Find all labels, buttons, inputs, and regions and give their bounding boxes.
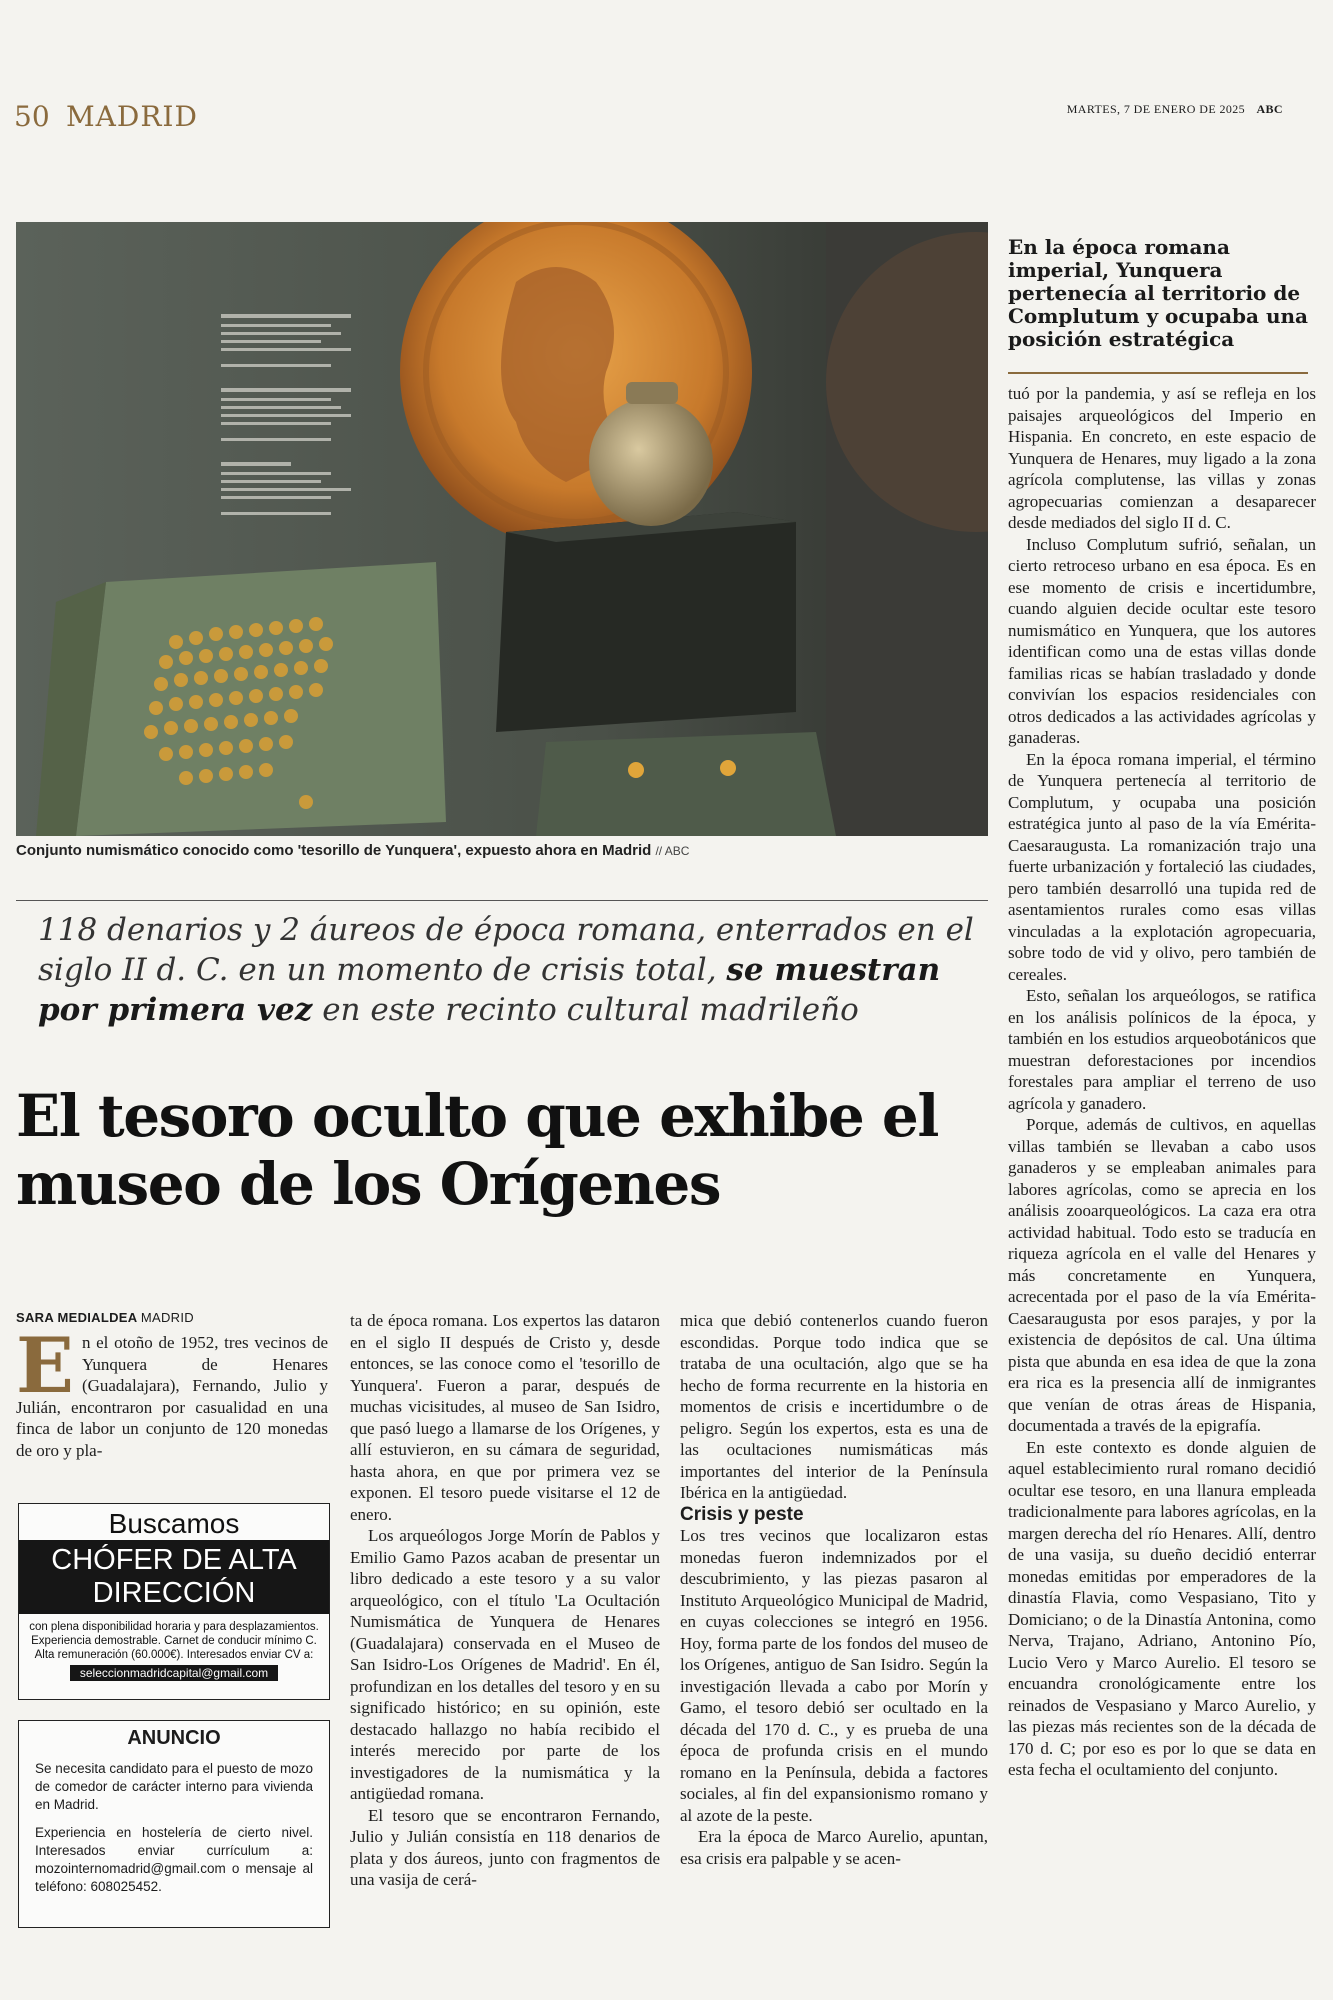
divider bbox=[16, 900, 988, 901]
article-column-1 bbox=[16, 1321, 328, 1461]
author: SARA MEDIALDEA bbox=[16, 1310, 137, 1325]
subtitle-bold: se muestran por primera vez bbox=[38, 952, 941, 1028]
ad-paragraph: Experiencia en hostelería de cierto nivel. Interesados enviar currículum a: mozointernomadrid@gmail.com o mensaje al teléfono: 608025452. bbox=[35, 1825, 313, 1894]
paragraph: Incluso Complutum sufrió, señalan, un cierto retroceso urbano en esa época. Es en ese momento de crisis e incertidumbre, cuando alguien decide ocultar este tesoro numismático en Yunquera, que los autores identifican como una de estas villas donde familias ricas se habían trasladado y donde convivían los espacios residenciales con otros dedicados a las actividades agrícolas y ganaderas. bbox=[1008, 534, 1316, 747]
ad-banner: CHÓFER DE ALTA DIRECCIÓN bbox=[19, 1540, 329, 1614]
caption-text: Conjunto numismático conocido como 'tesorillo de Yunquera', expuesto ahora en Madrid bbox=[16, 842, 652, 859]
paragraph: El tesoro que se encontraron Fernando, Julio y Julián consistía en 118 denarios de plata y dos áureos, junto con fragmentos de una vasija de cerá- bbox=[350, 1805, 660, 1889]
article-column-2 bbox=[350, 1310, 660, 1891]
paragraph: Los arqueólogos Jorge Morín de Pablos y Emilio Gamo Pazos acaban de presentar un libro dedicado a este tesoro y a su valor arqueológico, con el título 'La Ocultación Numismática de Yunquera de Henares (Guadalajara) conservada en el Museo de San Isidro-Los Orígenes de Madrid'. En él, profundizan en los detalles del tesoro y en su significado histórico; en su opinión, este destacado hallazgo no había recibido el interés merecido por parte de los investigadores de la numismática y la antigüedad romana. bbox=[350, 1526, 660, 1803]
publication-name: ABC bbox=[1256, 102, 1283, 116]
dropcap: E bbox=[16, 1321, 74, 1410]
coin-display-illustration bbox=[16, 222, 988, 836]
paragraph: Los tres vecinos que localizaron estas monedas fueron indemnizados por el descubrimiento, y las piezas pasaron al Instituto Arqueológico Municipal de Madrid, en cuyas colecciones se integró en 1956. Hoy, forma parte de los fondos del museo de los Orígenes, antiguo de San Isidro. Según la investigación llevada a cabo por Morín y Gamo, el tesoro debió ser ocultado en la década del 170 d. C., y es prueba de una época de profunda crisis en el mundo romano en la Península, debida a factores sociales, al fin del expansionismo romano y al azote de la peste. bbox=[680, 1526, 988, 1825]
paragraph bbox=[16, 1321, 328, 1461]
date-line bbox=[1067, 102, 1283, 117]
paragraph-text: n el otoño de 1952, tres vecinos de Yunquera de Henares (Guadalajara), Fernando, Julio y Julián, encontraron por casualidad en una finca de labor un conjunto de 120 monedas de oro y pla- bbox=[16, 1333, 328, 1460]
byline-location: MADRID bbox=[140, 1310, 194, 1325]
page-number: 50 bbox=[14, 100, 50, 133]
ad-title: Buscamos bbox=[108, 1508, 240, 1539]
pull-quote-rule bbox=[1008, 372, 1308, 374]
ad-title: ANUNCIO bbox=[127, 1727, 221, 1749]
paragraph: Porque, además de cultivos, en aquellas villas también se llevaban a cabo usos ganaderos y se empleaban animales para labores agrícolas, como se aprecia en los análisis zooarqueológicos. La caza era otra actividad habitual. Todo esto se traducía en riqueza agrícola en el valle del Henares y más concretamente en Yunquera, acrecentada por el paso de la vía Emérita-Caesaraugusta por esos parajes, y por la existencia de depósitos de cal. Una última pista que abunda en esa idea de que la zona era rica es la presencia allí de inmigrantes que venían de otras áreas de Hispania, documentada a través de la epigrafía. bbox=[1008, 1115, 1316, 1435]
pull-quote: En la época romana imperial, Yunquera pertenecía al territorio de Complutum y ocupaba una posición estratégica bbox=[1008, 235, 1308, 351]
paragraph: Esto, señalan los arqueólogos, se ratifica en los análisis polínicos de la época, y también en los estudios arqueobotánicos que muestran deforestaciones por incendios forestales para ampliar el terreno de uso agrícola y ganadero. bbox=[1008, 986, 1316, 1113]
subtitle-part2: en este recinto cultural madrileño bbox=[312, 992, 859, 1028]
issue-date: MARTES, 7 DE ENERO DE 2025 bbox=[1066, 102, 1246, 116]
ad-details: con plena disponibilidad horaria y para desplazamientos. Experiencia demostrable. Carnet de conducir mínimo C. Alta remuneración (60.000€). Interesados enviar CV a: bbox=[29, 1621, 319, 1661]
subtitle-part1: 118 denarios y 2 áureos de época romana, enterrados en el siglo II d. C. en un momento de crisis total, bbox=[38, 912, 974, 988]
paragraph: tuó por la pandemia, y así se refleja en los paisajes arqueológicos del Imperio en Hispania. En concreto, en este espacio de Yunquera de Henares, muy ligado a la zona agrícola complutense, las villas y zonas agropecuarias comienzan a desaparecer desde mediados del siglo II d. C. bbox=[1008, 384, 1316, 532]
paragraph: mica que debió contenerlos cuando fueron escondidas. Porque todo indica que se trataba de una ocultación, algo que se ha hecho de forma recurrente en la historia en momentos de crisis e incertidumbre o de peligro. Según los expertos, esta es una de las ocultaciones numismáticas más importantes del interior de la Península Ibérica en la antigüedad. bbox=[680, 1311, 988, 1502]
paragraph: ta de época romana. Los expertos las dataron en el siglo II después de Cristo y, desde entonces, se las conoce como el 'tesorillo de Yunquera'. Fueron a parar, después de muchas vicisitudes, al museo de San Isidro, que pasó luego a llamarse de los Orígenes, y allí estuvieron, en su cámara de seguridad, hasta ahora, en que por primera vez se exponen. El tesoro puede visitarse el 12 de enero. bbox=[350, 1311, 660, 1524]
paragraph: En este contexto es donde alguien de aquel establecimiento rural romano decidió ocultar ese tesoro, en una llanura empleada tradicionalmente para labores agrícolas, en la margen derecha del río Henares. Allí, dentro de una vasija, su dueño decidió enterrar monedas emitidas por emperadores de la dinastía Flavia, como Vespasiano, Tito y Domiciano; o de la Dinastía Antonina, como Nerva, Trajano, Adriano, Antonino Pío, Lucio Vero y Marco Aurelio. El tesoro se encuandra cronológicamente entre los reinados de Vespasiano y Marco Aurelio, y las piezas más recientes son de la década de 170 d. C; por eso es por lo que se data en esta fecha el ocultamiento del conjunto. bbox=[1008, 1437, 1316, 1779]
ad-chofer bbox=[18, 1503, 330, 1700]
section-title: MADRID bbox=[66, 100, 198, 133]
paragraph: En la época romana imperial, el término de Yunquera pertenecía al territorio de Complutum, y ocupaba una posición estratégica junto al paso de la vía Emérita-Caesaraugusta. La romanización trajo una fuerte urbanización y fortaleció las ciudades, pero también desarrolló una tupida red de asentamientos rurales como esas villas vinculadas a la explotación agropecuaria, sobre todo de vid y olivo, pero también de cereales. bbox=[1008, 749, 1316, 984]
article-column-3 bbox=[680, 1310, 988, 1869]
photo-caption bbox=[16, 842, 988, 859]
article-headline: El tesoro oculto que exhibe el museo de los Orígenes bbox=[16, 1082, 938, 1218]
section-subhead: Crisis y peste bbox=[680, 1503, 804, 1525]
ad-email: seleccionmadridcapital@gmail.com bbox=[70, 1665, 278, 1681]
ad-paragraph: Se necesita candidato para el puesto de mozo de comedor de carácter interno para vivienda en Madrid. bbox=[35, 1761, 313, 1812]
ad-anuncio bbox=[18, 1720, 330, 1928]
article-subtitle bbox=[38, 910, 978, 1030]
museum-photo bbox=[16, 222, 988, 836]
article-column-4 bbox=[1008, 383, 1316, 1781]
photo-credit: // ABC bbox=[655, 844, 690, 858]
paragraph: Era la época de Marco Aurelio, apuntan, esa crisis era palpable y se acen- bbox=[680, 1827, 988, 1868]
